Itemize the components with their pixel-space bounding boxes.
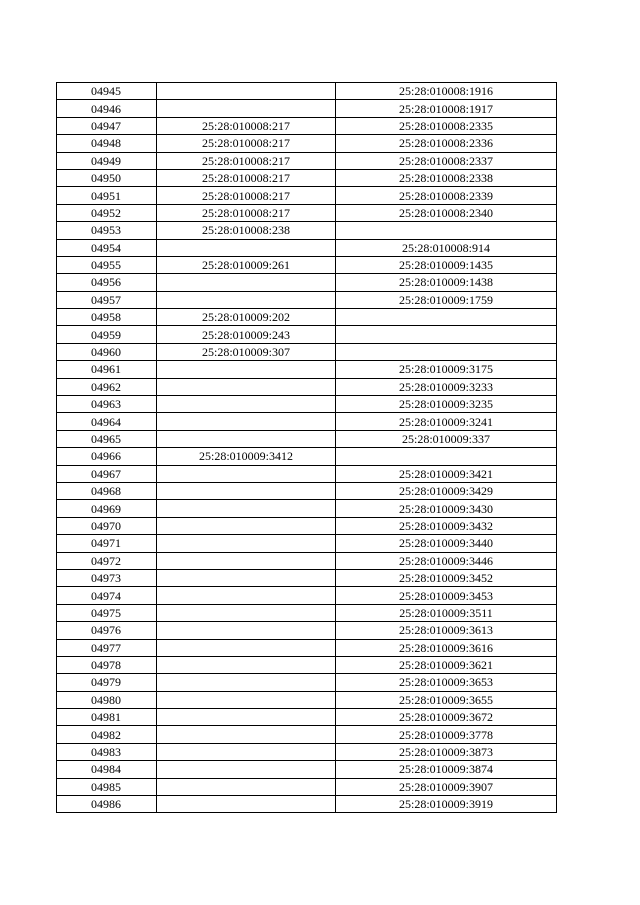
row-number-cell: 04952 xyxy=(57,204,157,221)
row-number-cell: 04954 xyxy=(57,239,157,256)
table-row xyxy=(57,778,557,795)
related-cadastral-number-cell: 25:28:010008:2337 xyxy=(336,152,557,169)
row-number-cell: 04980 xyxy=(57,691,157,708)
row-number-cell: 04963 xyxy=(57,396,157,413)
row-number-cell: 04960 xyxy=(57,343,157,360)
cadastral-number-cell xyxy=(157,535,336,552)
related-cadastral-number-cell: 25:28:010008:914 xyxy=(336,239,557,256)
cadastral-number-cell xyxy=(157,517,336,534)
cadastral-number-cell: 25:28:010009:202 xyxy=(157,309,336,326)
row-number-cell: 04945 xyxy=(57,83,157,100)
related-cadastral-number-cell: 25:28:010008:1916 xyxy=(336,83,557,100)
row-number-cell: 04976 xyxy=(57,622,157,639)
table-row xyxy=(57,709,557,726)
cadastral-number-cell: 25:28:010008:217 xyxy=(157,135,336,152)
row-number-cell: 04983 xyxy=(57,743,157,760)
cadastral-number-cell xyxy=(157,430,336,447)
table-row xyxy=(57,448,557,465)
table-row xyxy=(57,656,557,673)
cadastral-number-cell: 25:28:010008:217 xyxy=(157,169,336,186)
table-row xyxy=(57,726,557,743)
related-cadastral-number-cell: 25:28:010009:3778 xyxy=(336,726,557,743)
row-number-cell: 04968 xyxy=(57,482,157,499)
row-number-cell: 04972 xyxy=(57,552,157,569)
related-cadastral-number-cell: 25:28:010008:2336 xyxy=(336,135,557,152)
related-cadastral-number-cell xyxy=(336,448,557,465)
cadastral-number-cell xyxy=(157,378,336,395)
table-row xyxy=(57,535,557,552)
table-row xyxy=(57,291,557,308)
table-row xyxy=(57,222,557,239)
related-cadastral-number-cell xyxy=(336,309,557,326)
cadastral-number-cell xyxy=(157,83,336,100)
cadastral-number-cell: 25:28:010008:217 xyxy=(157,152,336,169)
table-row xyxy=(57,343,557,360)
related-cadastral-number-cell: 25:28:010008:2335 xyxy=(336,117,557,134)
row-number-cell: 04955 xyxy=(57,256,157,273)
cadastral-number-cell xyxy=(157,239,336,256)
row-number-cell: 04958 xyxy=(57,309,157,326)
table-row xyxy=(57,117,557,134)
related-cadastral-number-cell: 25:28:010009:3621 xyxy=(336,656,557,673)
cadastral-number-cell xyxy=(157,622,336,639)
related-cadastral-number-cell: 25:28:010009:3430 xyxy=(336,500,557,517)
row-number-cell: 04962 xyxy=(57,378,157,395)
related-cadastral-number-cell: 25:28:010009:1435 xyxy=(336,256,557,273)
table-row xyxy=(57,413,557,430)
related-cadastral-number-cell: 25:28:010009:3511 xyxy=(336,604,557,621)
table-row xyxy=(57,309,557,326)
row-number-cell: 04953 xyxy=(57,222,157,239)
related-cadastral-number-cell xyxy=(336,343,557,360)
cadastral-number-cell: 25:28:010008:238 xyxy=(157,222,336,239)
related-cadastral-number-cell: 25:28:010009:3241 xyxy=(336,413,557,430)
related-cadastral-number-cell: 25:28:010009:3432 xyxy=(336,517,557,534)
related-cadastral-number-cell xyxy=(336,222,557,239)
cadastral-number-cell xyxy=(157,743,336,760)
table-row xyxy=(57,256,557,273)
cadastral-number-cell xyxy=(157,552,336,569)
row-number-cell: 04979 xyxy=(57,674,157,691)
cadastral-number-cell xyxy=(157,413,336,430)
cadastral-number-cell xyxy=(157,796,336,813)
table-row xyxy=(57,396,557,413)
table-row xyxy=(57,482,557,499)
table-row xyxy=(57,569,557,586)
table-row xyxy=(57,761,557,778)
related-cadastral-number-cell: 25:28:010009:337 xyxy=(336,430,557,447)
table-row xyxy=(57,204,557,221)
cadastral-number-cell: 25:28:010008:217 xyxy=(157,117,336,134)
table-row xyxy=(57,743,557,760)
cadastral-number-cell xyxy=(157,465,336,482)
cadastral-number-cell: 25:28:010009:307 xyxy=(157,343,336,360)
row-number-cell: 04950 xyxy=(57,169,157,186)
row-number-cell: 04948 xyxy=(57,135,157,152)
table-row xyxy=(57,622,557,639)
table-row xyxy=(57,378,557,395)
row-number-cell: 04969 xyxy=(57,500,157,517)
table-row xyxy=(57,152,557,169)
row-number-cell: 04946 xyxy=(57,100,157,117)
row-number-cell: 04957 xyxy=(57,291,157,308)
table-body xyxy=(57,83,557,813)
cadastral-number-cell xyxy=(157,291,336,308)
row-number-cell: 04959 xyxy=(57,326,157,343)
table-row xyxy=(57,239,557,256)
cadastral-number-cell xyxy=(157,604,336,621)
table-row xyxy=(57,361,557,378)
cadastral-number-cell: 25:28:010009:3412 xyxy=(157,448,336,465)
cadastral-number-cell xyxy=(157,778,336,795)
related-cadastral-number-cell: 25:28:010008:2340 xyxy=(336,204,557,221)
related-cadastral-number-cell: 25:28:010008:2339 xyxy=(336,187,557,204)
related-cadastral-number-cell xyxy=(336,326,557,343)
row-number-cell: 04956 xyxy=(57,274,157,291)
table-row xyxy=(57,465,557,482)
row-number-cell: 04947 xyxy=(57,117,157,134)
related-cadastral-number-cell: 25:28:010009:3919 xyxy=(336,796,557,813)
row-number-cell: 04974 xyxy=(57,587,157,604)
table-row xyxy=(57,274,557,291)
table-row xyxy=(57,500,557,517)
cadastral-number-cell: 25:28:010009:243 xyxy=(157,326,336,343)
related-cadastral-number-cell: 25:28:010009:3440 xyxy=(336,535,557,552)
cadastral-table xyxy=(56,82,557,813)
related-cadastral-number-cell: 25:28:010009:3613 xyxy=(336,622,557,639)
table-row xyxy=(57,691,557,708)
related-cadastral-number-cell: 25:28:010009:3235 xyxy=(336,396,557,413)
table-row xyxy=(57,83,557,100)
row-number-cell: 04965 xyxy=(57,430,157,447)
cadastral-number-cell: 25:28:010009:261 xyxy=(157,256,336,273)
related-cadastral-number-cell: 25:28:010009:3873 xyxy=(336,743,557,760)
table-row xyxy=(57,604,557,621)
cadastral-number-cell xyxy=(157,274,336,291)
cadastral-number-cell: 25:28:010008:217 xyxy=(157,187,336,204)
table-row xyxy=(57,587,557,604)
cadastral-number-cell xyxy=(157,482,336,499)
row-number-cell: 04975 xyxy=(57,604,157,621)
table-row xyxy=(57,674,557,691)
row-number-cell: 04970 xyxy=(57,517,157,534)
cadastral-number-cell xyxy=(157,639,336,656)
table-row xyxy=(57,639,557,656)
row-number-cell: 04949 xyxy=(57,152,157,169)
related-cadastral-number-cell: 25:28:010009:3874 xyxy=(336,761,557,778)
row-number-cell: 04981 xyxy=(57,709,157,726)
table-row xyxy=(57,430,557,447)
cadastral-number-cell xyxy=(157,500,336,517)
table-row xyxy=(57,135,557,152)
cadastral-number-cell xyxy=(157,396,336,413)
row-number-cell: 04971 xyxy=(57,535,157,552)
row-number-cell: 04973 xyxy=(57,569,157,586)
cadastral-number-cell xyxy=(157,709,336,726)
row-number-cell: 04986 xyxy=(57,796,157,813)
table-row xyxy=(57,796,557,813)
row-number-cell: 04966 xyxy=(57,448,157,465)
related-cadastral-number-cell: 25:28:010008:2338 xyxy=(336,169,557,186)
related-cadastral-number-cell: 25:28:010009:3672 xyxy=(336,709,557,726)
related-cadastral-number-cell: 25:28:010009:3429 xyxy=(336,482,557,499)
cadastral-number-cell xyxy=(157,587,336,604)
cadastral-number-cell xyxy=(157,361,336,378)
cadastral-number-cell xyxy=(157,674,336,691)
row-number-cell: 04961 xyxy=(57,361,157,378)
related-cadastral-number-cell: 25:28:010009:3421 xyxy=(336,465,557,482)
cadastral-number-cell xyxy=(157,100,336,117)
cadastral-number-cell: 25:28:010008:217 xyxy=(157,204,336,221)
row-number-cell: 04977 xyxy=(57,639,157,656)
table-row xyxy=(57,169,557,186)
related-cadastral-number-cell: 25:28:010008:1917 xyxy=(336,100,557,117)
table-row xyxy=(57,100,557,117)
related-cadastral-number-cell: 25:28:010009:3653 xyxy=(336,674,557,691)
related-cadastral-number-cell: 25:28:010009:3907 xyxy=(336,778,557,795)
cadastral-number-cell xyxy=(157,656,336,673)
related-cadastral-number-cell: 25:28:010009:3233 xyxy=(336,378,557,395)
row-number-cell: 04964 xyxy=(57,413,157,430)
row-number-cell: 04982 xyxy=(57,726,157,743)
cadastral-number-cell xyxy=(157,726,336,743)
cadastral-number-cell xyxy=(157,569,336,586)
related-cadastral-number-cell: 25:28:010009:1759 xyxy=(336,291,557,308)
row-number-cell: 04984 xyxy=(57,761,157,778)
related-cadastral-number-cell: 25:28:010009:3452 xyxy=(336,569,557,586)
table-row xyxy=(57,326,557,343)
related-cadastral-number-cell: 25:28:010009:1438 xyxy=(336,274,557,291)
table-row xyxy=(57,552,557,569)
related-cadastral-number-cell: 25:28:010009:3175 xyxy=(336,361,557,378)
cadastral-number-cell xyxy=(157,691,336,708)
cadastral-number-cell xyxy=(157,761,336,778)
related-cadastral-number-cell: 25:28:010009:3616 xyxy=(336,639,557,656)
related-cadastral-number-cell: 25:28:010009:3655 xyxy=(336,691,557,708)
related-cadastral-number-cell: 25:28:010009:3453 xyxy=(336,587,557,604)
related-cadastral-number-cell: 25:28:010009:3446 xyxy=(336,552,557,569)
table-row xyxy=(57,517,557,534)
table-row xyxy=(57,187,557,204)
row-number-cell: 04978 xyxy=(57,656,157,673)
row-number-cell: 04985 xyxy=(57,778,157,795)
row-number-cell: 04951 xyxy=(57,187,157,204)
row-number-cell: 04967 xyxy=(57,465,157,482)
